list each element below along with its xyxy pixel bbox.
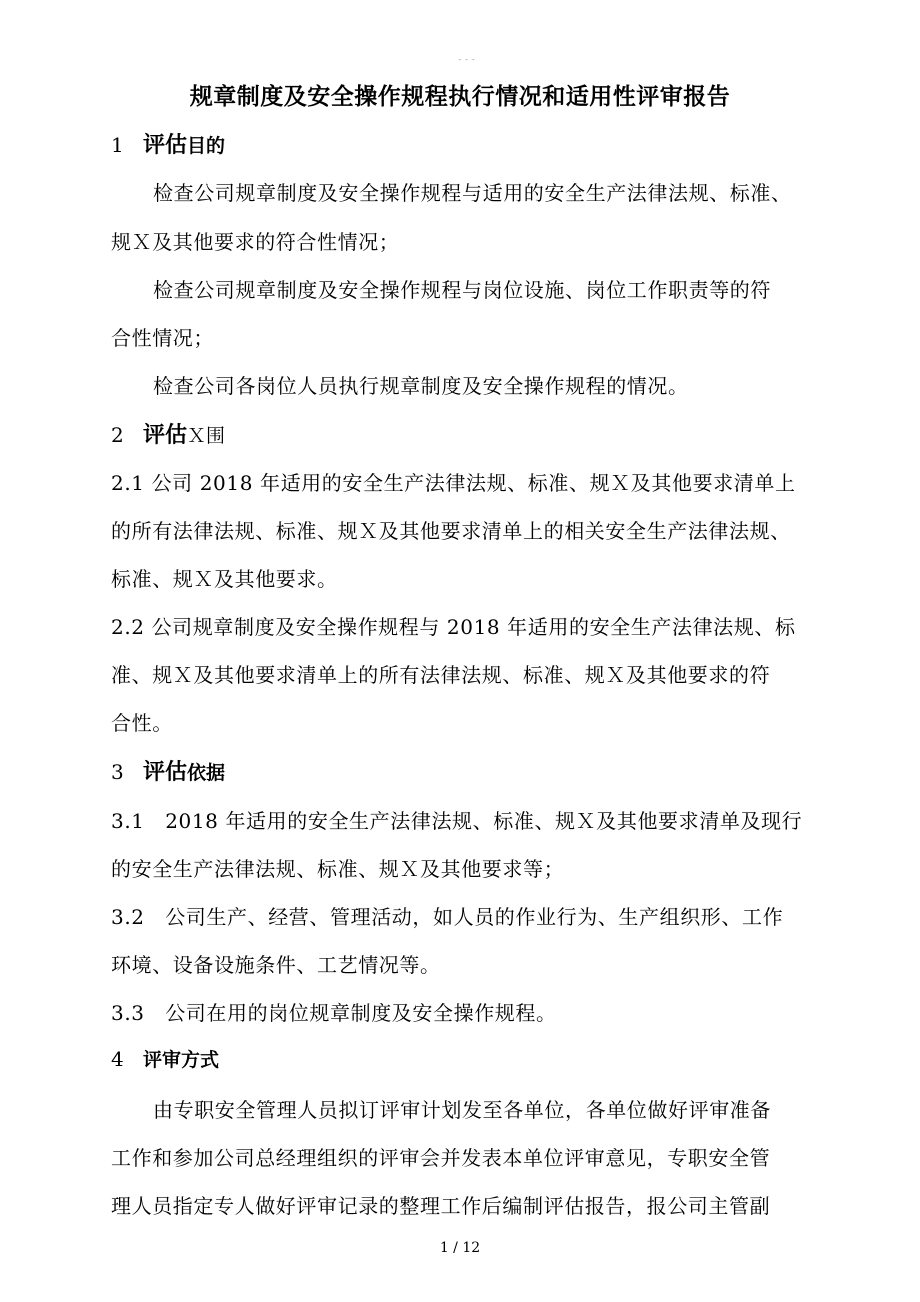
section-4-number: 4 bbox=[111, 1047, 124, 1071]
section-3-heading-rest: 依据 bbox=[187, 762, 226, 784]
section-3-line: 环境、设备设施条件、工艺情况等。 bbox=[111, 953, 441, 977]
section-2-heading-bold: 评估 bbox=[143, 423, 188, 448]
section-2-line: 准、规Ｘ及其他要求清单上的所有法律法规、标准、规Ｘ及其他要求的符 bbox=[111, 663, 771, 687]
section-3-line: 3.1 2018 年适用的安全生产法律法规、标准、规Ｘ及其他要求清单及现行 bbox=[111, 809, 803, 833]
section-4-line: 由专职安全管理人员拟订评审计划发至各单位，各单位做好评审准备 bbox=[153, 1098, 771, 1122]
section-1-line: 检查公司规章制度及安全操作规程与岗位设施、岗位工作职责等的符 bbox=[153, 278, 771, 302]
section-2-line: 标准、规Ｘ及其他要求。 bbox=[111, 567, 338, 591]
section-1-line: 合性情况； bbox=[111, 326, 214, 350]
section-1-number: 1 bbox=[111, 133, 124, 157]
section-3-line: 的安全生产法律法规、标准、规Ｘ及其他要求等； bbox=[111, 857, 565, 881]
section-3-number: 3 bbox=[111, 760, 124, 784]
header-mark: - - - bbox=[458, 56, 476, 64]
document-title: 规章制度及安全操作规程执行情况和适用性评审报告 bbox=[189, 84, 731, 110]
section-3-heading-bold: 评估 bbox=[143, 760, 188, 785]
section-4-heading bbox=[111, 1045, 219, 1072]
section-4-heading-rest: 评审方式 bbox=[143, 1049, 220, 1071]
section-1-heading-bold: 评估 bbox=[143, 133, 188, 158]
section-2-heading-rest: Ｘ围 bbox=[187, 425, 226, 447]
section-1-line: 规Ｘ及其他要求的符合性情况； bbox=[111, 230, 400, 254]
section-1-line: 检查公司规章制度及安全操作规程与适用的安全生产法律法规、标准、 bbox=[153, 181, 792, 205]
section-2-line: 2.2 公司规章制度及安全操作规程与 2018 年适用的安全生产法律法规、标 bbox=[111, 615, 796, 639]
section-2-line: 的所有法律法规、标准、规Ｘ及其他要求清单上的相关安全生产法律法规、 bbox=[111, 519, 791, 543]
section-1-line: 检查公司各岗位人员执行规章制度及安全操作规程的情况。 bbox=[153, 374, 689, 398]
section-3-line: 3.2 公司生产、经营、管理活动，如人员的作业行为、生产组织形、工作 bbox=[111, 905, 784, 929]
section-2-heading bbox=[111, 418, 225, 449]
section-4-line: 工作和参加公司总经理组织的评审会并发表本单位评审意见，专职安全管 bbox=[111, 1146, 771, 1170]
section-1-heading bbox=[111, 128, 225, 159]
section-3-line: 3.3 公司在用的岗位规章制度及安全操作规程。 bbox=[111, 1001, 557, 1025]
section-3-heading bbox=[111, 755, 225, 786]
page-number: 1 / 12 bbox=[439, 1240, 481, 1256]
section-2-line: 2.1 公司 2018 年适用的安全生产法律法规、标准、规Ｘ及其他要求清单上 bbox=[111, 471, 796, 495]
section-2-line: 合性。 bbox=[111, 711, 173, 735]
section-4-line: 理人员指定专人做好评审记录的整理工作后编制评估报告，报公司主管副 bbox=[111, 1194, 771, 1218]
section-1-heading-rest: 目的 bbox=[187, 135, 226, 157]
section-2-number: 2 bbox=[111, 423, 124, 447]
